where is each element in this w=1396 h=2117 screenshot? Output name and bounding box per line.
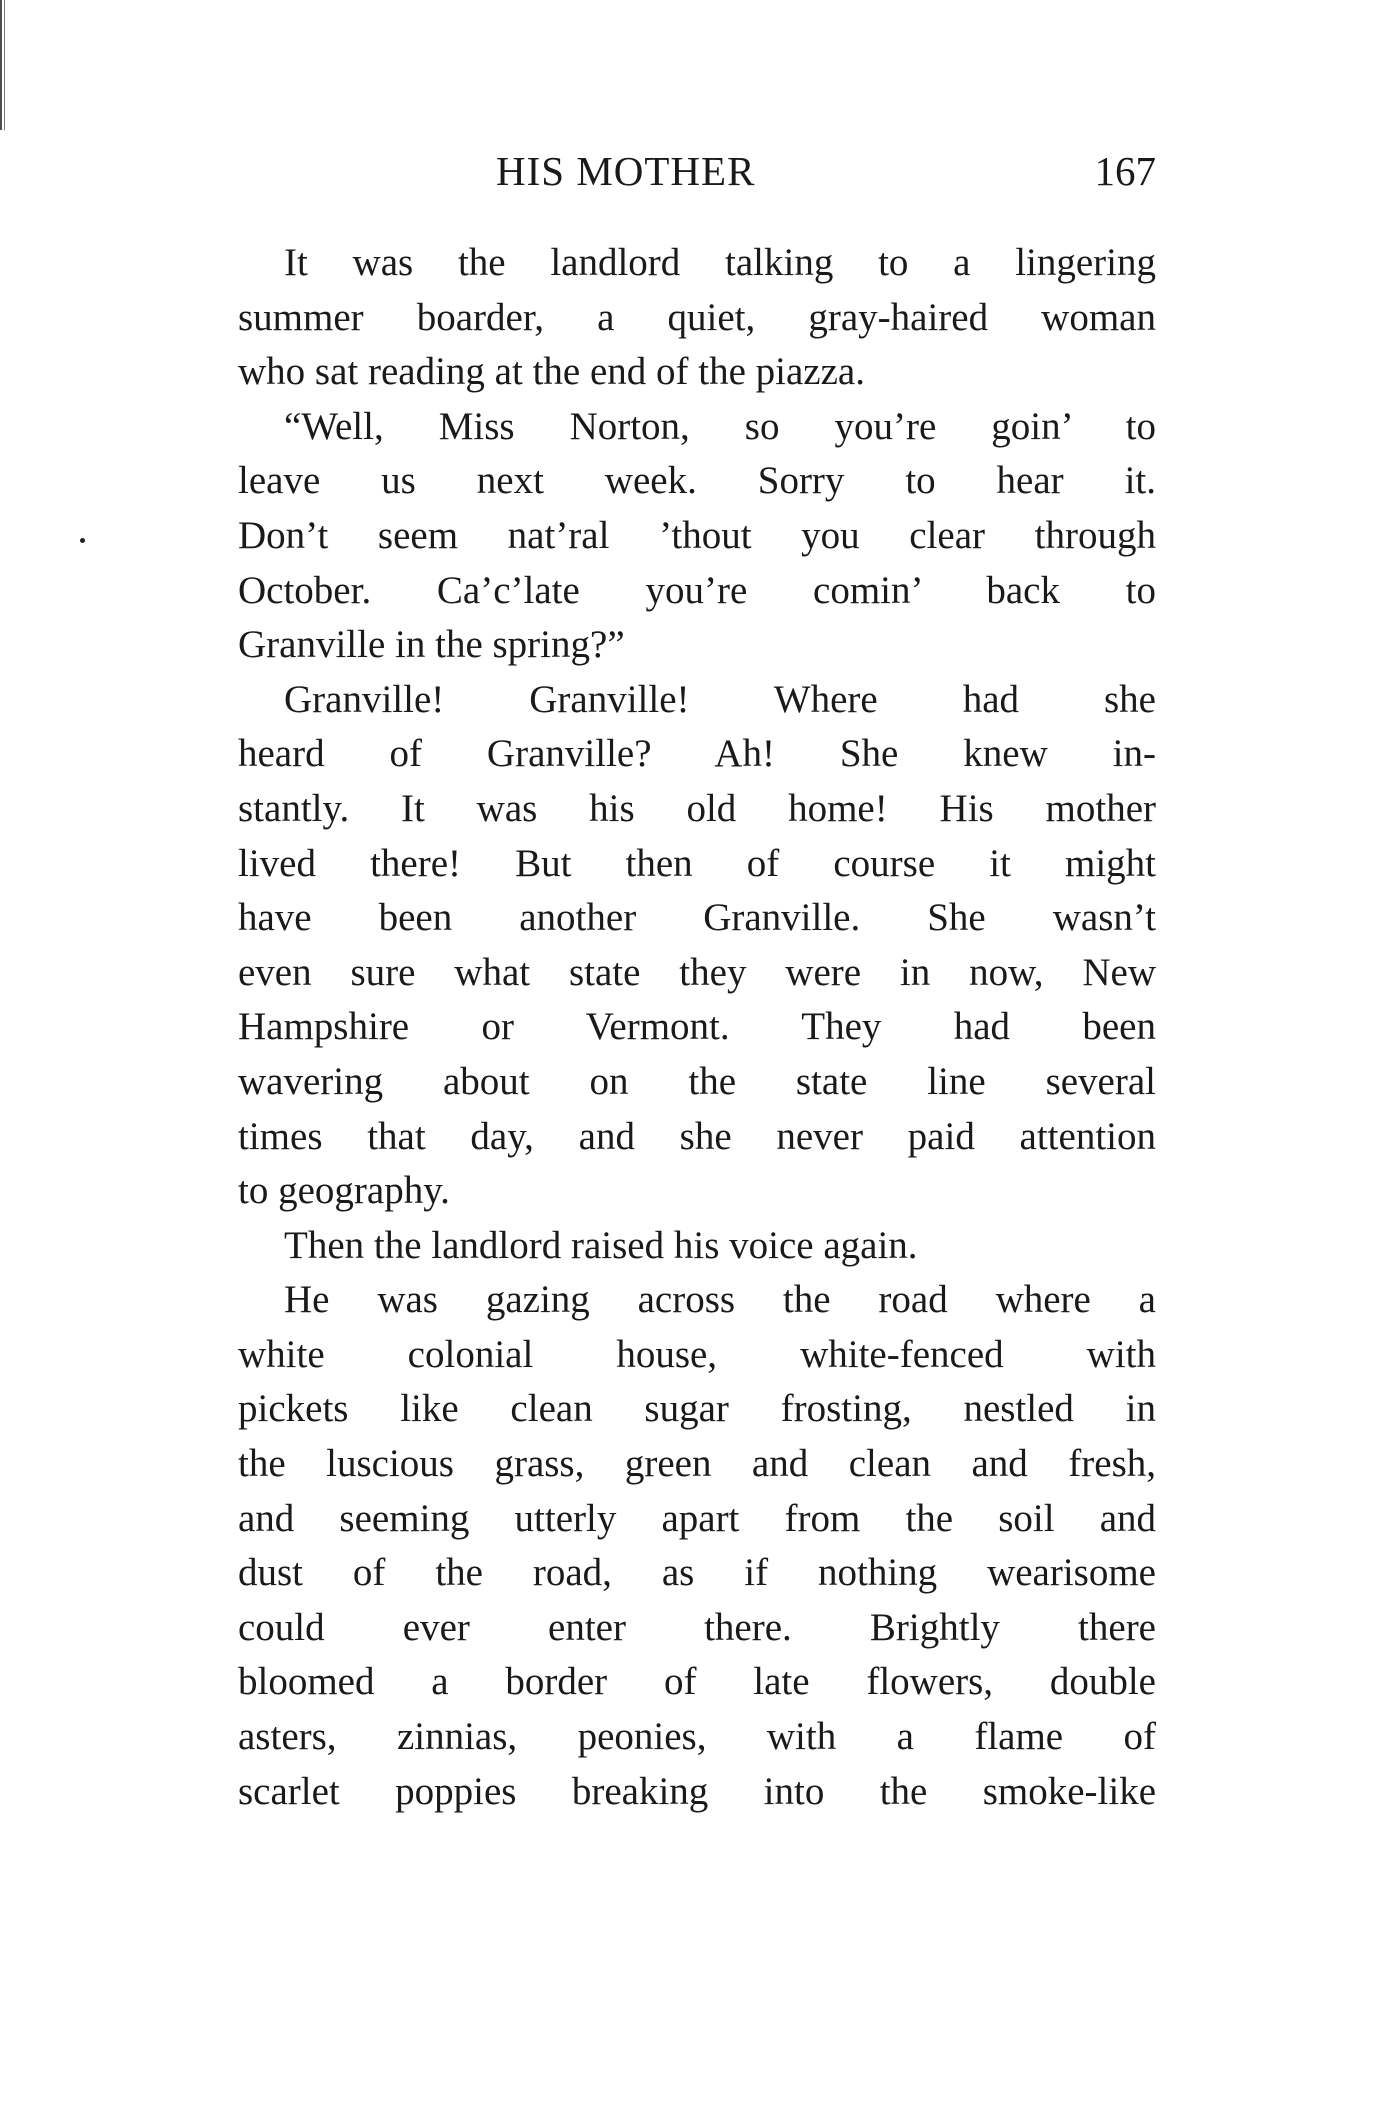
text-line: Granville! Granville! Where had she [284,677,1156,721]
text-line: times that day, and she never paid attention [238,1114,1156,1158]
text-line: It was the landlord talking to a lingering [284,241,1156,284]
text-line: asters, zinnias, peonies, with a flame of [238,1715,1156,1759]
page-number: 167 [1094,148,1156,194]
text-line: the luscious grass, green and clean and fresh, [238,1442,1156,1486]
text-line: Granville in the spring?” [238,623,625,667]
print-speck [80,538,85,543]
running-head [238,146,1156,196]
text-line: stantly. It was his old home! His mother [238,786,1156,830]
text-line: leave us next week. Sorry to hear it. [238,459,1156,503]
text-line: dust of the road, as if nothing wearisome [238,1551,1156,1595]
text-line: bloomed a border of late flowers, double [238,1660,1156,1704]
text-line: He was gazing across the road where a [284,1278,1156,1322]
text-line: October. Ca’c’late you’re comin’ back to [238,568,1156,612]
text-line: “Well, Miss Norton, so you’re goin’ to [284,404,1156,448]
text-line: pickets like clean sugar frosting, nestled in [238,1387,1156,1431]
text-line: wavering about on the state line several [238,1059,1156,1103]
body-text [238,236,1156,1819]
text-line: lived there! But then of course it might [238,841,1156,885]
text-line: could ever enter there. Brightly there [238,1605,1156,1649]
text-line: heard of Granville? Ah! She knew in- [238,732,1156,776]
text-line: Don’t seem nat’ral ’thout you clear through [238,513,1156,557]
text-line: have been another Granville. She wasn’t [238,896,1156,940]
text-line: Hampshire or Vermont. They had been [238,1005,1156,1049]
running-title: HIS MOTHER [496,148,756,194]
text-line: who sat reading at the end of the piazza. [238,350,865,394]
text-line: scarlet poppies breaking into the smoke-like [238,1769,1156,1813]
text-line: even sure what state they were in now, New [238,950,1156,994]
page-edge-mark [0,0,6,130]
text-line: white colonial house, white-fenced with [238,1332,1156,1376]
text-line: Then the landlord raised his voice again. [284,1223,918,1267]
text-line: to geography. [238,1169,450,1213]
text-line: and seeming utterly apart from the soil and [238,1496,1156,1540]
text-line: summer boarder, a quiet, gray-haired woman [238,295,1156,339]
